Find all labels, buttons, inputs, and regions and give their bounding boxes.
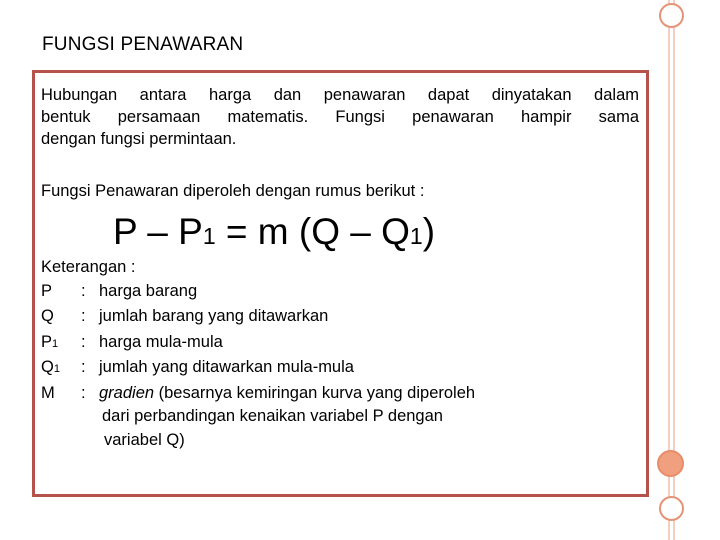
legend-row [41, 356, 475, 382]
legend-description: gradien (besarnya kemiringan kurva yang diperoleh dari perbandingan kenaikan variabel P dengan variabel Q) [99, 382, 475, 453]
decorative-circle-top [659, 3, 684, 28]
formula-close: ) [422, 211, 436, 252]
legend-colon: : [81, 332, 86, 351]
legend [41, 256, 475, 452]
legend-symbol: P [41, 281, 53, 300]
legend-row [41, 331, 475, 357]
legend-description: jumlah barang yang ditawarkan [99, 307, 329, 325]
decorative-circle-bottom [659, 496, 684, 521]
paragraph-line: dengan fungsi permintaan. [41, 130, 237, 148]
legend-colon: : [81, 358, 86, 376]
legend-row [41, 280, 475, 306]
legend-symbol: P1 [41, 332, 59, 351]
legend-colon: : [81, 307, 86, 325]
legend-colon: : [81, 383, 86, 402]
formula-right: = m (Q – Q [215, 211, 410, 252]
gradien-term: gradien [99, 383, 155, 402]
paragraph-line: Hubungan antara harga dan penawaran dapat dinyatakan dalam [41, 86, 639, 104]
legend-colon: : [81, 281, 86, 300]
decorative-circle-filled [657, 450, 684, 477]
legend-description: harga mula-mula [99, 332, 223, 351]
formula-intro: Fungsi Penawaran diperoleh dengan rumus berikut : [41, 182, 425, 200]
legend-row [41, 305, 475, 331]
description-paragraph [41, 84, 639, 150]
legend-symbol: Q [41, 307, 54, 325]
formula-p-subscript: 1 [202, 223, 216, 249]
legend-heading: Keterangan : [41, 258, 136, 276]
legend-row [41, 382, 475, 453]
legend-description: jumlah yang ditawarkan mula-mula [99, 358, 354, 376]
legend-description: harga barang [99, 281, 198, 300]
paragraph-line: bentuk persamaan matematis. Fungsi penawaran hampir sama [41, 108, 639, 126]
legend-symbol: M [41, 383, 55, 402]
formula-left: P – P [113, 211, 203, 252]
legend-continuation: variabel Q) [104, 430, 185, 449]
slide-title: FUNGSI PENAWARAN [42, 34, 244, 55]
legend-symbol: Q1 [41, 358, 60, 376]
supply-formula [113, 206, 435, 262]
legend-continuation: dari perbandingan kenaikan variabel P dengan [102, 407, 443, 425]
formula-q-subscript: 1 [409, 223, 423, 249]
